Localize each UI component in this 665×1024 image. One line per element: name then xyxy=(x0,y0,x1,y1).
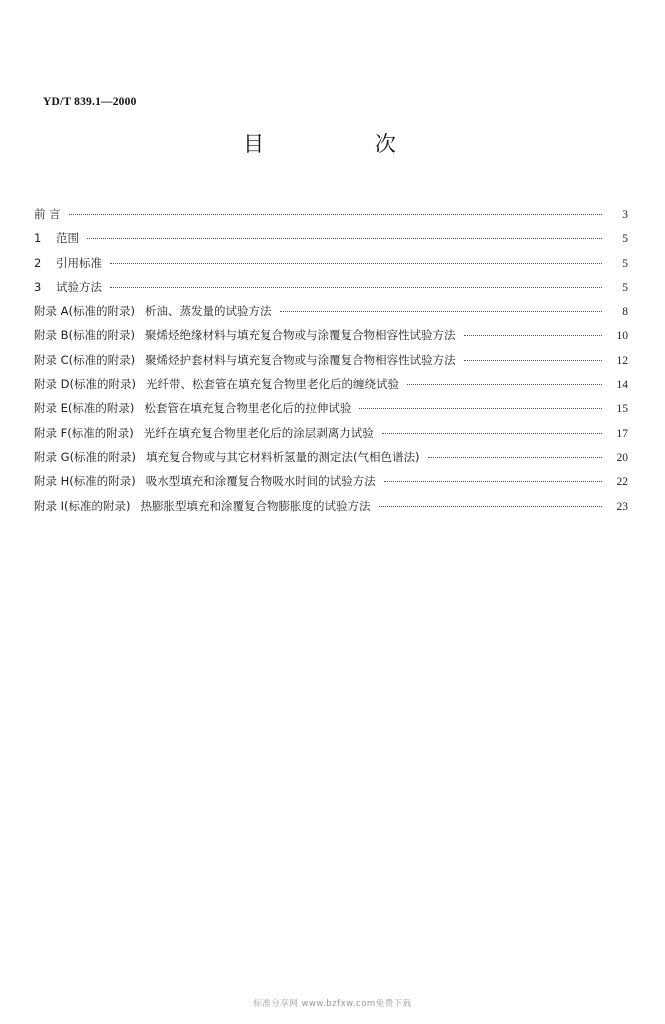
toc-appendix-label: 附录 A(标准的附录) xyxy=(34,304,135,319)
toc-entry[interactable] xyxy=(34,473,628,497)
toc-section-number: 3 xyxy=(34,279,42,294)
toc-entry[interactable] xyxy=(34,327,628,351)
toc-entry[interactable] xyxy=(34,279,628,303)
toc-entry-title: 试验方法 xyxy=(56,279,102,294)
toc-entry-title: 吸水型填充和涂覆复合物吸水时间的试验方法 xyxy=(145,474,376,489)
toc-appendix-label: 附录 H(标准的附录) xyxy=(34,474,136,489)
toc-entry[interactable] xyxy=(34,376,628,400)
toc-page-number: 5 xyxy=(622,257,628,270)
toc-leader-dots xyxy=(87,237,602,239)
toc-leader-dots xyxy=(359,407,602,409)
toc-entry[interactable] xyxy=(34,352,628,376)
toc-leader-dots xyxy=(382,432,602,434)
toc-entry-title: 填充复合物或与其它材料析氢量的测定法(气相色谱法) xyxy=(146,449,420,464)
toc-entry[interactable] xyxy=(34,498,628,522)
toc-entry-title: 范围 xyxy=(56,231,79,246)
toc-appendix-label: 附录 G(标准的附录) xyxy=(34,449,137,464)
toc-entry[interactable] xyxy=(34,303,628,327)
toc-leader-dots xyxy=(379,505,602,507)
toc-leader-dots xyxy=(407,383,602,385)
toc-page-number: 15 xyxy=(616,403,628,416)
toc-entry[interactable] xyxy=(34,425,628,449)
toc-entry-title: 前 言 xyxy=(34,207,61,221)
standard-code: YD/T 839.1—2000 xyxy=(43,96,137,108)
toc-appendix-label: 附录 E(标准的附录) xyxy=(34,401,135,416)
toc-page-number: 8 xyxy=(622,306,628,319)
toc-page-number: 3 xyxy=(622,209,628,221)
toc-entry[interactable] xyxy=(34,255,628,279)
toc-entry-title: 光纤带、松套管在填充复合物里老化后的缠绕试验 xyxy=(145,377,399,392)
toc-page-number: 14 xyxy=(616,379,628,392)
toc-page-number: 23 xyxy=(616,500,628,513)
toc-leader-dots xyxy=(464,334,602,336)
toc-page-number: 22 xyxy=(616,476,628,489)
toc-entry-title: 松套管在填充复合物里老化后的拉伸试验 xyxy=(144,401,352,416)
toc-entry-title: 引用标准 xyxy=(56,255,102,270)
toc-entry[interactable] xyxy=(34,230,628,254)
toc-leader-dots xyxy=(464,359,602,361)
toc-entry-title: 析油、蒸发量的试验方法 xyxy=(145,304,272,319)
table-of-contents xyxy=(34,206,628,522)
toc-entry-title: 光纤在填充复合物里老化后的涂层剥离力试验 xyxy=(143,425,374,440)
toc-entry-title: 聚烯烃绝缘材料与填充复合物或与涂覆复合物相容性试验方法 xyxy=(145,328,456,343)
toc-entry[interactable] xyxy=(34,449,628,473)
toc-appendix-label: 附录 C(标准的附录) xyxy=(34,352,136,367)
toc-leader-dots xyxy=(69,213,602,215)
toc-leader-dots xyxy=(110,286,602,288)
toc-leader-dots xyxy=(110,262,602,264)
toc-leader-dots xyxy=(428,456,602,458)
toc-appendix-label: 附录 D(标准的附录) xyxy=(34,377,136,392)
toc-entry-title: 聚烯烃护套材料与填充复合物或与涂覆复合物相容性试验方法 xyxy=(145,352,456,367)
toc-entry[interactable] xyxy=(34,400,628,424)
toc-page-number: 12 xyxy=(616,354,628,367)
toc-entry[interactable] xyxy=(34,206,628,230)
toc-leader-dots xyxy=(280,310,603,312)
toc-entry-title: 热膨胀型填充和涂覆复合物膨胀度的试验方法 xyxy=(140,498,371,513)
toc-appendix-label: 附录 F(标准的附录) xyxy=(34,425,134,440)
toc-page-number: 17 xyxy=(616,427,628,440)
toc-section-number: 2 xyxy=(34,255,42,270)
toc-page-number: 5 xyxy=(622,281,628,294)
toc-page-number: 5 xyxy=(622,233,628,246)
page-title: 目 次 xyxy=(243,132,448,156)
toc-section-number: 1 xyxy=(34,231,42,246)
toc-page-number: 10 xyxy=(616,330,628,343)
toc-appendix-label: 附录 B(标准的附录) xyxy=(34,328,136,343)
footer-watermark: 标准分享网 www.bzfxw.com免费下载 xyxy=(253,999,412,1009)
toc-page-number: 20 xyxy=(616,451,628,464)
toc-appendix-label: 附录 I(标准的附录) xyxy=(34,498,131,513)
toc-leader-dots xyxy=(384,480,602,482)
